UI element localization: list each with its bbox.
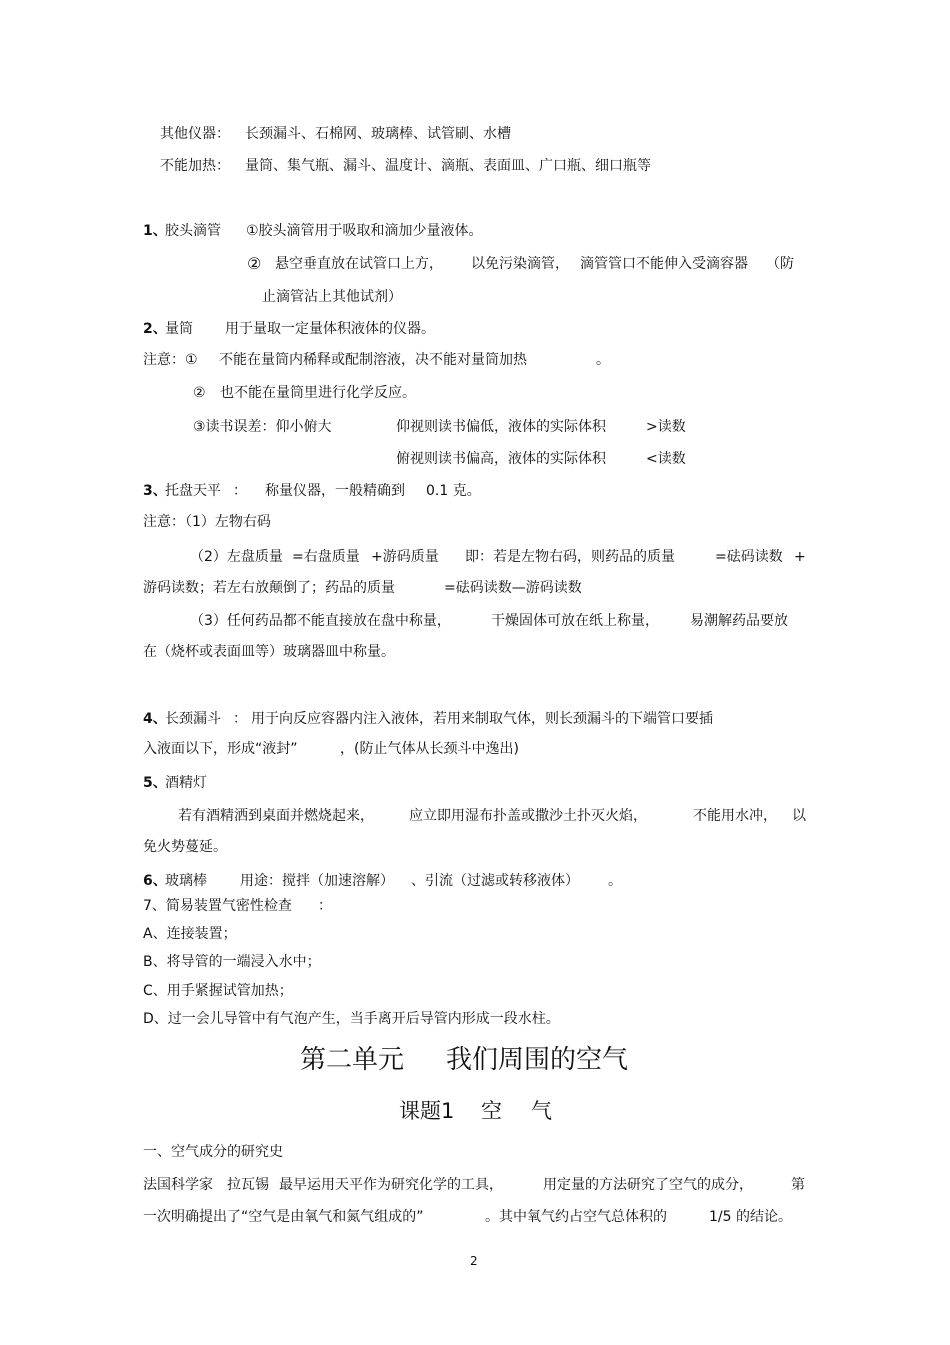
air-line-1-d: 用定量的方法研究了空气的成分，: [543, 1177, 753, 1193]
unit-heading-number: 第二单元: [300, 1045, 405, 1075]
section-4-desc: 用于向反应容器内注入液体，若用来制取气体，则长颈漏斗的下端管口要插: [251, 711, 713, 727]
unit-heading-title: 我们周围的空气: [446, 1045, 629, 1075]
air-line-1-a: 法国科学家: [143, 1177, 213, 1193]
section-3-note-label: 注意：（1）左物右码: [143, 514, 271, 530]
section-5-e: 免火势蔓延。: [143, 839, 227, 855]
section-4-title: 长颈漏斗: [165, 711, 221, 727]
section-3-desc-a: 称量仪器，一般精确到: [265, 483, 405, 499]
section-2-note-1-text: 不能在量筒内稀释或配制溶液，决不能对量筒加热: [219, 352, 527, 368]
section-2-note-1-end: 。: [596, 352, 610, 368]
section-7-title: 7、简易装置气密性检查: [143, 898, 292, 914]
section-3-note-3-c: 易潮解药品要放: [690, 613, 788, 629]
section-7-colon: ：: [318, 898, 332, 914]
section-1-point-2-d: （防: [766, 256, 794, 272]
section-3-note-2-a: （2）左盘质量: [190, 549, 283, 565]
section-2-note-3-text: ③读书误差：仰小俯大: [193, 419, 332, 435]
section-4-number: 4、: [143, 711, 167, 727]
section-5-number: 5、: [143, 775, 167, 791]
air-line-1-b: 拉瓦锡: [227, 1177, 269, 1193]
section-2-number: 2、: [143, 321, 167, 337]
section-3-title: 托盘天平: [165, 483, 221, 499]
section-2-look-down: 俯视则读书偏高，液体的实际体积: [396, 451, 606, 467]
section-3-note-3-a: （3）任何药品都不能直接放在盘中称量，: [190, 613, 451, 629]
lesson-heading-char-2: 气: [531, 1099, 552, 1123]
section-3-note-2-h: =砝码读数—游码读数: [444, 580, 582, 596]
section-7-step-a-text: A、连接装置；: [143, 926, 237, 942]
lesson-heading-number: 课题1: [399, 1099, 455, 1123]
section-1-point-1: ①胶头滴管用于吸取和滴加少量液体。: [246, 223, 483, 239]
air-line-2-c: 1/5 的结论。: [709, 1209, 792, 1225]
other-instruments-label: 其他仪器：: [160, 126, 230, 142]
not-heatable-text: 量筒、集气瓶、漏斗、温度计、滴瓶、表面皿、广口瓶、细口瓶等: [245, 158, 651, 174]
section-1-point-2-e: 止滴管沾上其他试剂）: [262, 289, 402, 305]
section-2-look-up-result: >读数: [646, 419, 686, 435]
section-7-step-c-text: C、用手紧握试管加热；: [143, 983, 293, 999]
section-6-number: 6、: [143, 873, 167, 889]
section-1-number: 1、: [143, 223, 167, 239]
section-4-line-2-b: ，(防止气体从长颈斗中逸出): [340, 741, 519, 757]
section-2-look-down-result: <读数: [646, 451, 686, 467]
section-3-note-2-g: 游码读数；若左右放颠倒了；药品的质量: [143, 580, 395, 596]
air-line-1-c: 最早运用天平作为研究化学的工具，: [279, 1177, 503, 1193]
section-1-point-2-a: 悬空垂直放在试管口上方，: [275, 256, 443, 272]
section-3-note-2-d: 即：若是左物右码，则药品的质量: [465, 549, 675, 565]
section-1-point-2-b: 以免污染滴管，: [471, 256, 569, 272]
page-number: 2: [470, 1254, 478, 1268]
lesson-heading-char-1: 空: [481, 1099, 502, 1123]
section-2-title: 量筒: [165, 321, 193, 337]
section-3-desc-b: 0.1 克。: [426, 483, 481, 499]
section-5-d: 以: [792, 808, 806, 824]
section-5-c: 不能用水冲，: [693, 808, 777, 824]
section-1-title: 胶头滴管: [165, 223, 221, 239]
air-line-1-e: 第: [791, 1177, 805, 1193]
section-7-step-d-text: D、过一会儿导管中有气泡产生，当手离开后导管内形成一段水柱。: [143, 1011, 560, 1027]
section-3-colon: ：: [233, 483, 247, 499]
air-heading: 一、空气成分的研究史: [143, 1144, 283, 1160]
section-2-desc: 用于量取一定量体积液体的仪器。: [225, 321, 435, 337]
not-heatable-label: 不能加热：: [160, 158, 230, 174]
section-6-b: 、引流（过滤或转移液体）: [411, 873, 579, 889]
section-3-number: 3、: [143, 483, 167, 499]
air-line-2-a: 一次明确提出了“空气是由氧气和氮气组成的”: [143, 1209, 424, 1225]
section-6-c: 。: [608, 873, 622, 889]
section-2-look-up: 仰视则读书偏低，液体的实际体积: [396, 419, 606, 435]
section-3-note-3-b: 干燥固体可放在纸上称量，: [491, 613, 659, 629]
section-5-a: 若有酒精洒到桌面并燃烧起来，: [178, 808, 374, 824]
other-instruments-text: 长颈漏斗、石棉网、玻璃棒、试管刷、水槽: [245, 126, 511, 142]
section-4-colon: ：: [233, 711, 247, 727]
section-1-point-2-c: 滴管管口不能伸入受滴容器: [580, 256, 748, 272]
section-3-note-2-f: +: [794, 549, 806, 565]
section-5-title: 酒精灯: [165, 775, 207, 791]
air-line-2-b: 。其中氧气约占空气总体积的: [485, 1209, 667, 1225]
section-5-b: 应立即用湿布扑盖或撒沙土扑灭火焰，: [409, 808, 647, 824]
section-7-step-b-text: B、将导管的一端浸入水中；: [143, 954, 321, 970]
section-1-point-2-mark: ②: [247, 254, 262, 273]
section-3-note-2-e: =砝码读数: [715, 549, 783, 565]
section-6-a: 用途：搅拌（加速溶解）: [240, 873, 394, 889]
section-6-title: 玻璃棒: [165, 873, 207, 889]
section-3-note-2-c: +游码质量: [371, 549, 439, 565]
section-3-note-2-b: =右盘质量: [292, 549, 360, 565]
section-2-note-2-mark: ②: [193, 385, 206, 401]
section-3-note-3-d: 在（烧杯或表面皿等）玻璃器皿中称量。: [143, 644, 395, 660]
section-2-note-label: 注意：①: [143, 352, 198, 368]
section-2-note-2-text: 也不能在量筒里进行化学反应。: [220, 385, 416, 401]
section-4-line-2-a: 入液面以下，形成“液封”: [143, 741, 298, 757]
